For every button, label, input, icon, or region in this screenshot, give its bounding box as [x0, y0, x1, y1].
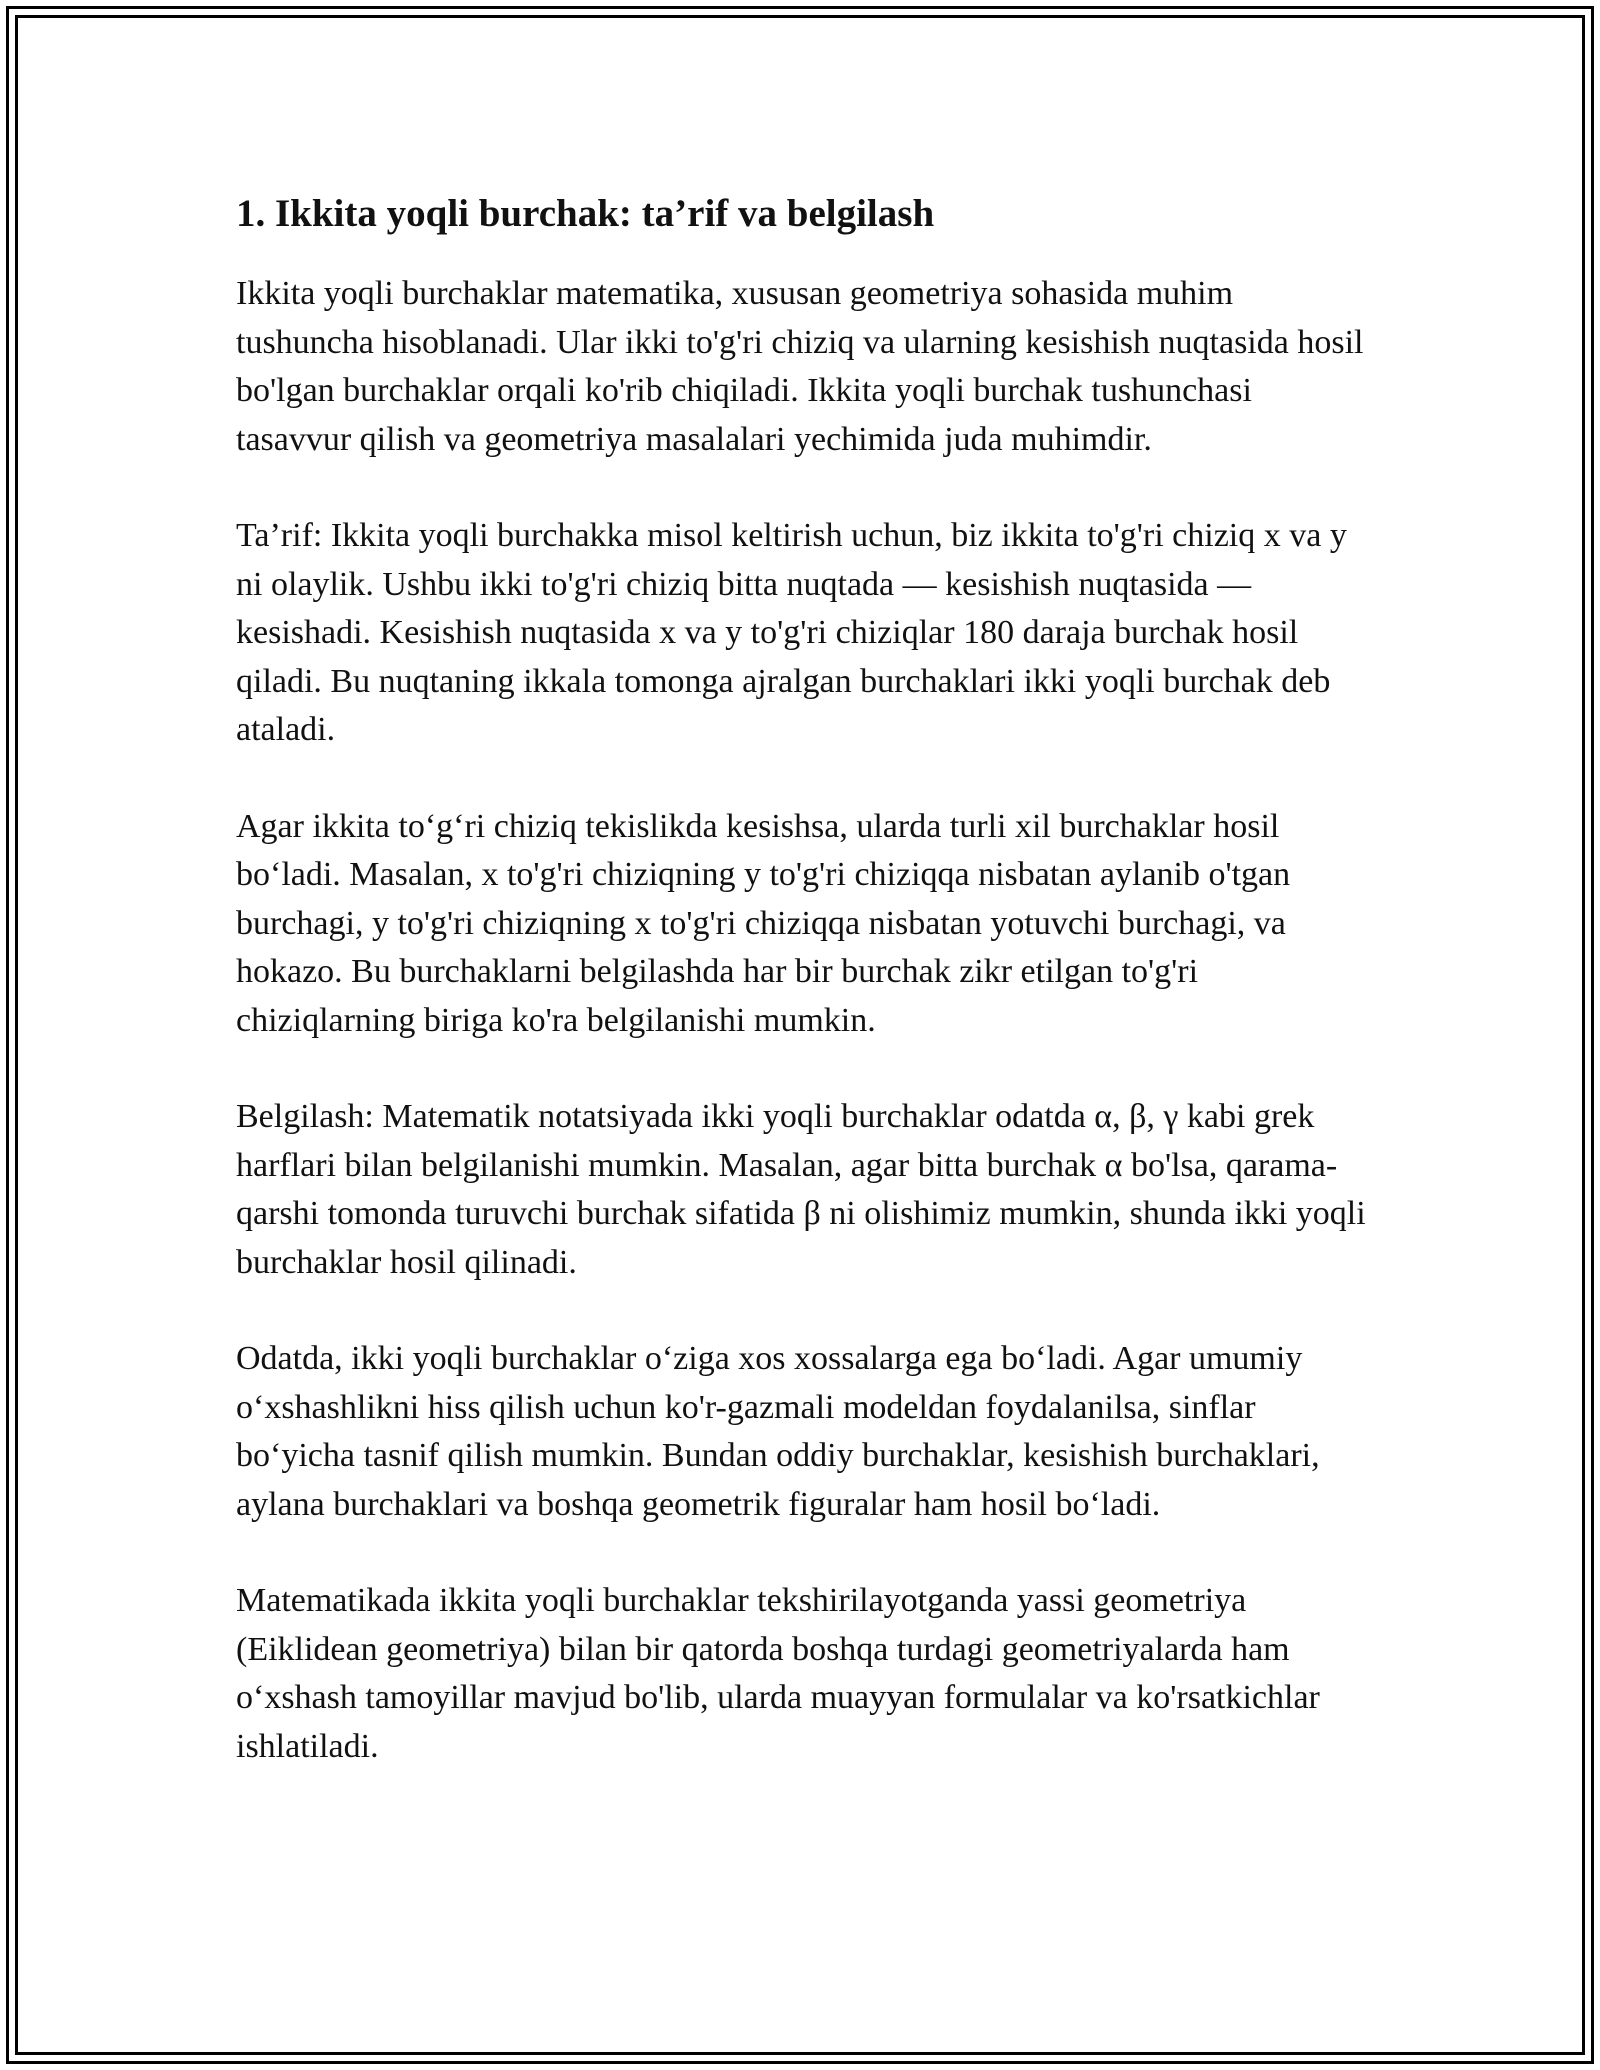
paragraph-notation: Belgilash: Matematik notatsiyada ikki yoqli burchaklar odatda α, β, γ kabi grek harflari bilan belgilanishi mumkin. Masalan, agar bitta burchak α bo'lsa, qarama-qarshi tomonda turuvchi burchak sifatida β ni olishimiz mumkin, shunda ikki yoqli burchaklar hosil qilinadi.	[236, 1098, 1366, 1281]
paragraph-definition: Ta’rif: Ikkita yoqli burchakka misol keltirish uchun, biz ikkita to'g'ri chiziq x va y ni olaylik. Ushbu ikki to'g'ri chiziq bitta nuqtada — kesishish nuqtasida — kesishadi. Kesishish nuqtasida x va y to'g'ri chiziqlar 180 daraja burchak hosil qiladi. Bu nuqtaning ikkala tomonga ajralgan burchaklari ikki yoqli burchak deb ataladi.	[236, 517, 1347, 748]
paragraph-intro: Ikkita yoqli burchaklar matematika, xususan geometriya sohasida muhim tushuncha hisoblanadi. Ular ikki to'g'ri chiziq va ularning kesishish nuqtasida hosil bo'lgan burchaklar orqali ko'rib chiqiladi. Ikkita yoqli burchak tushunchasi tasavvur qilish va geometriya masalalari yechimida juda muhimdir.	[236, 275, 1364, 458]
paragraph-intersecting-lines: Agar ikkita to‘g‘ri chiziq tekislikda kesishsa, ularda turli xil burchaklar hosil bo‘ladi. Masalan, x to'g'ri chiziqning y to'g'ri chiziqqa nisbatan aylanib o'tgan burchagi, y to'g'ri chiziqning x to'g'ri chiziqqa nisbatan yotuvchi burchagi, va hokazo. Bu burchaklarni belgilashda har bir burchak zikr etilgan to'g'ri chiziqlarning biriga ko'ra belgilanishi mumkin.	[236, 807, 1291, 1039]
section-heading: 1. Ikkita yoqli burchak: ta’rif va belgilash	[236, 192, 935, 235]
paragraph-other-geometries: Matematikada ikkita yoqli burchaklar tekshirilayotganda yassi geometriya (Eiklidean geometriya) bilan bir qatorda boshqa turdagi geometriyalarda ham o‘xshash tamoyillar mavjud bo'lib, ularda muayyan formulalar va ko'rsatkichlar ishlatiladi.	[236, 1582, 1320, 1765]
paragraph-properties: Odatda, ikki yoqli burchaklar o‘ziga xos xossalarga ega bo‘ladi. Agar umumiy o‘xshashlikni hiss qilish uchun ko'r-gazmali modeldan foydalanilsa, sinflar bo‘yicha tasnif qilish mumkin. Bundan oddiy burchaklar, kesishish burchaklari, aylana burchaklari va boshqa geometrik figuralar ham hosil bo‘ladi.	[236, 1340, 1320, 1523]
document-body	[236, 190, 1366, 1819]
